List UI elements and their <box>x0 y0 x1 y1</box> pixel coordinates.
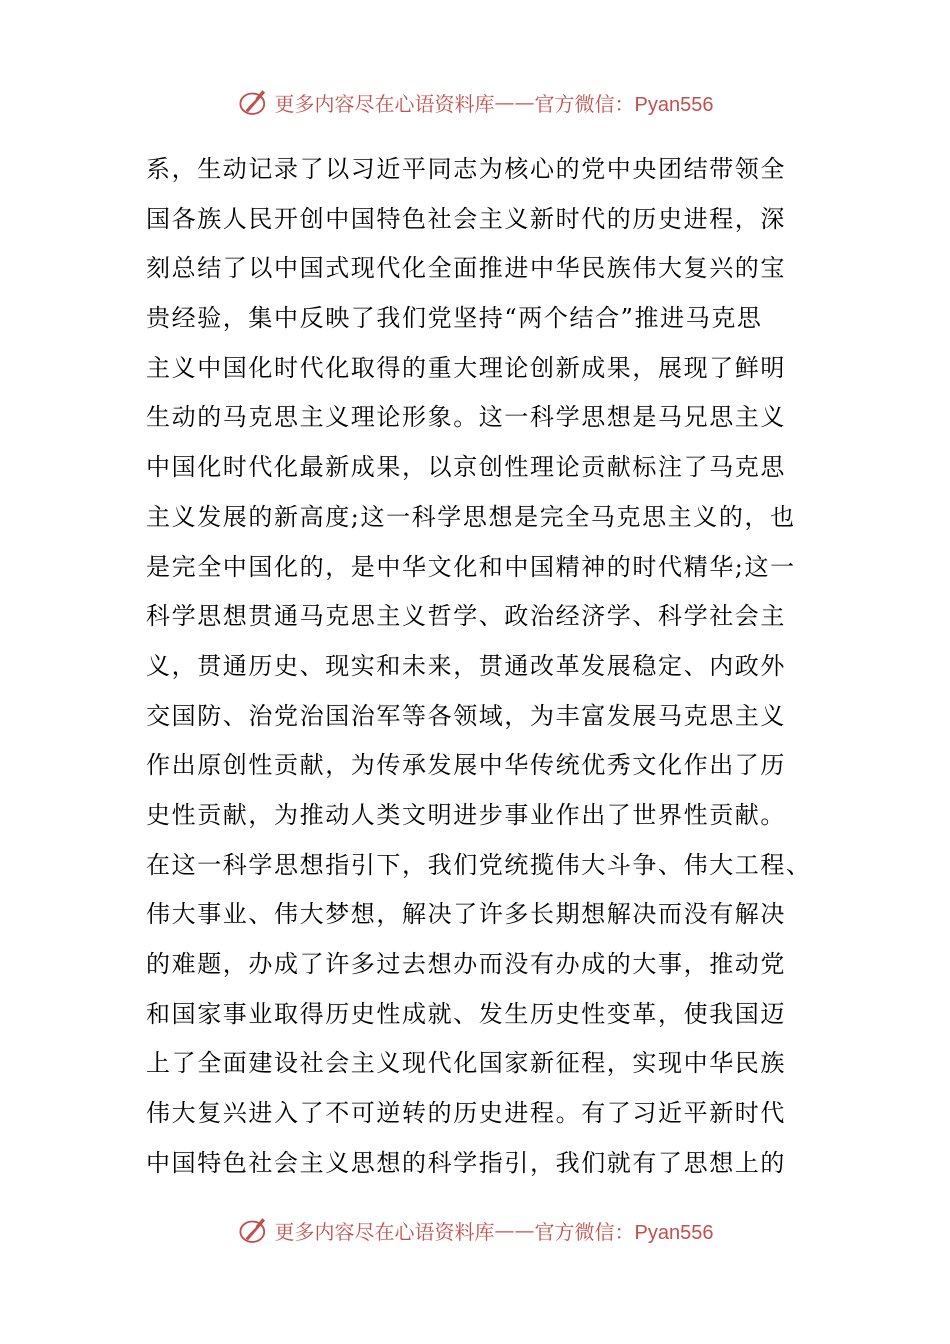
body-line: 中国化时代化最新成果，以京创性理论贡献标注了马克思 <box>146 453 786 482</box>
body-line: 刻总结了以中国式现代化全面推进中华民族伟大复兴的宝 <box>146 254 786 283</box>
footer-banner <box>0 1210 950 1250</box>
body-line: 交国防、治党治国治军等各领域，为丰富发展马克思主义 <box>146 701 786 730</box>
body-line: 国各族人民开创中国特色社会主义新时代的历史进程，深 <box>146 204 786 233</box>
header-wechat-text: 官方微信：Pyan556 <box>534 93 714 116</box>
header-site-text: 更多内容尽在心语资料库 <box>274 91 495 116</box>
body-line: 义，贯通历史、现实和未来，贯通改革发展稳定、内政外 <box>146 651 786 680</box>
body-line: 系，生动记录了以习近平同志为核心的党中央团结带领全 <box>146 155 786 183</box>
body-line: 主义发展的新高度;这一科学思想是完全马克思主义的，也 <box>146 502 796 531</box>
body-line: 是完全中国化的，是中华文化和中国精神的时代精华;这一 <box>146 552 796 581</box>
header-banner <box>0 82 950 122</box>
body-line: 的难题，办成了许多过去想办而没有办成的大事，推动党 <box>146 950 786 978</box>
body-line: 上了全面建设社会主义现代化国家新征程，实现中华民族 <box>146 1049 786 1078</box>
quill-logo-icon <box>237 1213 271 1247</box>
body-line: 和国家事业取得历史性成就、发生历史性变革，使我国迈 <box>146 999 786 1028</box>
body-line: 史性贡献，为推动人类文明进步事业作出了世界性贡献。 <box>146 800 786 829</box>
footer-wechat-text: 官方微信：Pyan556 <box>534 1221 714 1244</box>
body-line: 伟大复兴进入了不可逆转的历史进程。有了习近平新时代 <box>146 1099 786 1128</box>
body-line: 主义中国化时代化取得的重大理论创新成果，展现了鲜明 <box>146 353 786 382</box>
header-dash: —— <box>494 90 535 114</box>
body-line: 作出原创性贡献，为传承发展中华传统优秀文化作出了历 <box>146 751 786 780</box>
body-line: 生动的马克思主义理论形象。这一科学思想是马兄思主义 <box>146 403 786 432</box>
footer-site-text: 更多内容尽在心语资料库 <box>274 1219 495 1244</box>
body-line: 贵经验，集中反映了我们党坚持“两个结合”推进马克思 <box>146 304 763 333</box>
quill-logo-icon <box>237 85 271 119</box>
document-body <box>146 145 812 1188</box>
footer-dash: —— <box>494 1218 535 1242</box>
body-line: 伟大事业、伟大梦想，解决了许多长期想解决而没有解决 <box>146 900 786 929</box>
body-line: 科学思想贯通马克思主义哲学、政治经济学、科学社会主 <box>146 602 786 631</box>
body-line: 在这一科学思想指引下，我们党统揽伟大斗争、伟大工程、 <box>146 850 812 879</box>
body-line: 中国特色社会主义思想的科学指引，我们就有了思想上的 <box>146 1148 786 1177</box>
